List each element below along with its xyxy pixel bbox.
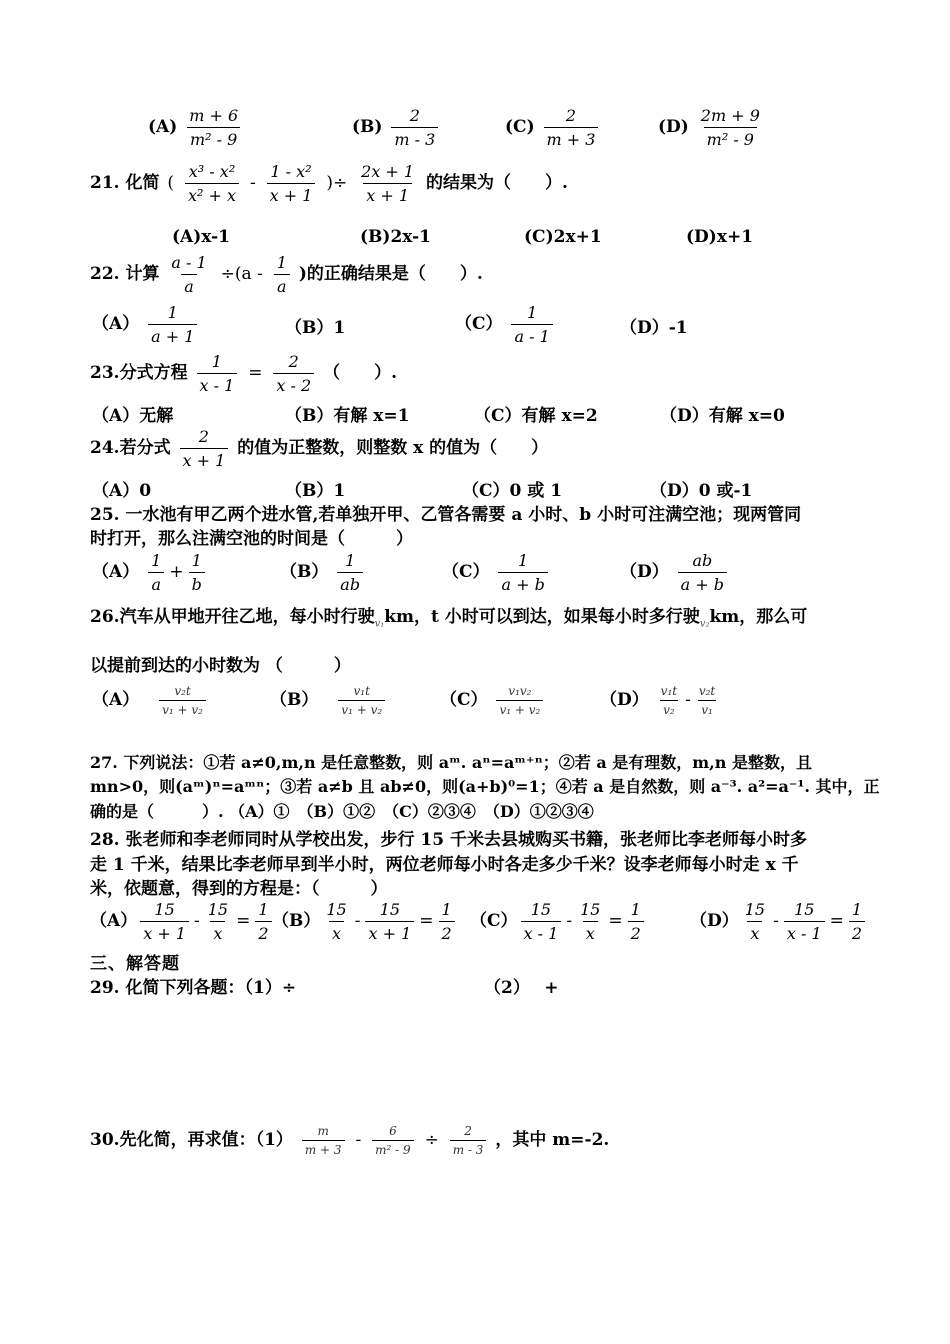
q23-option-d: （D）有解 x=0 [660, 406, 785, 426]
q21-option-b: (B)2x-1 [360, 227, 432, 247]
q20-option-b [352, 106, 441, 149]
fraction: $\frac{\text{1 - x²}}{x + 1}$ [267, 162, 316, 205]
question-28-line-3: 米，依题意，得到的方程是：（ ） [90, 879, 388, 899]
question-text: 21. 化简 [90, 173, 160, 193]
q24-option-a: （A）0 [92, 481, 152, 501]
section-heading: 三、解答题 [90, 954, 180, 974]
fraction: $\frac{\text{x³ - x²}}{\text{x² + x}}$ [185, 162, 239, 205]
question-text: 的结果为（ ）. [426, 173, 568, 193]
q23-option-a: （A）无解 [92, 406, 174, 426]
option-label: (A) [148, 117, 178, 137]
fraction: $\frac{a - 1}{a}$ [171, 253, 207, 296]
question-25-line-2: 时打开，那么注满空池的时间是（ ） [90, 529, 413, 549]
q28-option-d: （D） $\frac{15}{x}$ - $\frac{15}{x - 1}$ = $\frac{1}{2}$ [690, 900, 868, 943]
fraction: $\frac{2m + 9}{\text{m² - 9}}$ [700, 106, 760, 149]
question-24: 24.若分式 $\frac{2}{x + 1}$ 的值为正整数，则整数 x 的值为（ ） [90, 427, 549, 470]
question-text: 24.若分式 [90, 438, 171, 458]
q20-option-d [658, 106, 766, 149]
question-26-line-1: 26.汽车从甲地开往乙地，每小时行驶$_{v_1}$km，t 小时可以到达，如果每小时多行驶$_{v_2}$km，那么可 [90, 607, 808, 630]
q26-option-a: （A） $\frac{\text{v₂t}}{\text{v₁ + v₂}}$ [92, 684, 209, 717]
option-label: (C) [505, 117, 535, 137]
question-30: 30.先化简，再求值：（1） $\frac{m}{m + 3}$ - $\frac{6}{\text{m² - 9}}$ ÷ $\frac{2}{m - 3}$ ，其中 m=-2. [90, 1124, 610, 1157]
fraction: $\frac{m + 6}{\text{m² - 9}}$ [186, 106, 241, 149]
option-label: (B) [352, 117, 383, 137]
question-29-part-2: （2） + [484, 978, 559, 998]
q25-option-d: （D） $\frac{ab}{a + b}$ [620, 551, 730, 594]
q22-option-c: （C） $\frac{1}{a - 1}$ [455, 303, 556, 346]
q28-option-a: （A） $\frac{15}{x + 1}$ - $\frac{15}{x}$ = $\frac{1}{2}$ [90, 900, 275, 943]
q28-option-b: （B） $\frac{15}{x}$ - $\frac{15}{x + 1}$ = $\frac{1}{2}$ [272, 900, 458, 943]
question-text: 23.分式方程 [90, 363, 188, 383]
question-29: 29. 化简下列各题：（1）÷ [90, 978, 297, 998]
question-22 [90, 253, 483, 296]
q25-option-c: （C） $\frac{1}{a + b}$ [442, 551, 551, 594]
q23-option-c: （C）有解 x=2 [474, 406, 598, 426]
question-25-line-1: 25. 一水池有甲乙两个进水管,若单独开甲、乙管各需要 a 小时、b 小时可注满空池；现两管同 [90, 505, 802, 525]
q21-option-c: (C)2x+1 [524, 227, 602, 247]
q21-option-a: (A)x-1 [172, 227, 230, 247]
operator: ÷(a - [220, 264, 263, 284]
question-26-line-2: 以提前到达的小时数为 （ ） [90, 656, 351, 676]
question-text: 的值为正整数，则整数 x 的值为（ ） [237, 438, 549, 458]
fraction: $\frac{1}{a}$ [274, 253, 290, 296]
q25-option-a: （A） $\frac{1}{a}$ + $\frac{1}{b}$ [92, 551, 208, 594]
q20-option-c [505, 106, 601, 149]
fraction: $\frac{2}{m - 3}$ [391, 106, 438, 149]
question-28-line-2: 走 1 千米，结果比李老师早到半小时，两位老师每小时各走多少千米？设李老师每小时走 x 千 [90, 855, 799, 875]
q22-option-b: （B）1 [285, 318, 346, 338]
question-27-line-2: mn>0，则(aᵐ)ⁿ=aᵐⁿ；③若 a≠b 且 ab≠0，则(a+b)⁰=1；④若 a 是自然数，则 a⁻³. a²=a⁻¹. 其中，正 [90, 777, 880, 796]
fraction: $\frac{2x + 1}{x + 1}$ [361, 162, 415, 205]
q23-option-b: （B）有解 x=1 [285, 406, 410, 426]
q26-option-d: （D） $\frac{\text{v₁t}}{\text{v₂}}$ - $\frac{\text{v₂t}}{\text{v₁}}$ [600, 684, 716, 717]
q24-option-c: （C）0 或 1 [462, 481, 563, 501]
q24-option-b: （B）1 [285, 481, 346, 501]
q25-option-b: （B） $\frac{1}{ab}$ [280, 551, 366, 594]
question-28-line-1: 28. 张老师和李老师同时从学校出发，步行 15 千米去县城购买书籍，张老师比李老师每小时多 [90, 830, 807, 850]
question-21: 21. 化简 ( $\frac{\text{x³ - x²}}{\text{x² + x}}$ - $\frac{\text{1 - x²}}{x + 1}$ )÷ $\frac{2x + 1}{x + 1}$ 的结果为（ ）. [90, 162, 568, 205]
fraction: $\frac{2}{m + 3}$ [544, 106, 599, 149]
q26-option-b: （B） $\frac{\text{v₁t}}{\text{v₁ + v₂}}$ [270, 684, 388, 717]
q28-option-c: （C） $\frac{15}{x - 1}$ - $\frac{15}{x}$ = $\frac{1}{2}$ [470, 900, 647, 943]
question-27-line-3: 确的是（ ）. （A）① （B）①② （C）②③④ （D）①②③④ [90, 802, 594, 821]
option-label: (D) [658, 117, 689, 137]
question-27-line-1: 27. 下列说法：①若 a≠0,m,n 是任意整数，则 aᵐ. aⁿ=aᵐ⁺ⁿ；②若 a 是有理数，m,n 是整数，且 [90, 753, 812, 772]
question-text: （ ）. [323, 363, 397, 383]
q22-option-a: （A） $\frac{1}{a + 1}$ [92, 303, 200, 346]
question-23: 23.分式方程 $\frac{1}{x - 1}$ = $\frac{2}{x - 2}$ （ ）. [90, 352, 397, 395]
q22-option-d: （D）-1 [620, 318, 688, 338]
q21-option-d: (D)x+1 [686, 227, 754, 247]
question-text: 22. 计算 [90, 264, 160, 284]
q20-option-a [148, 106, 244, 149]
q24-option-d: （D）0 或-1 [650, 481, 753, 501]
q26-option-c: （C） $\frac{\text{v₁v₂}}{\text{v₁ + v₂}}$ [440, 684, 546, 717]
question-text: )的正确结果是（ ）. [298, 264, 483, 284]
